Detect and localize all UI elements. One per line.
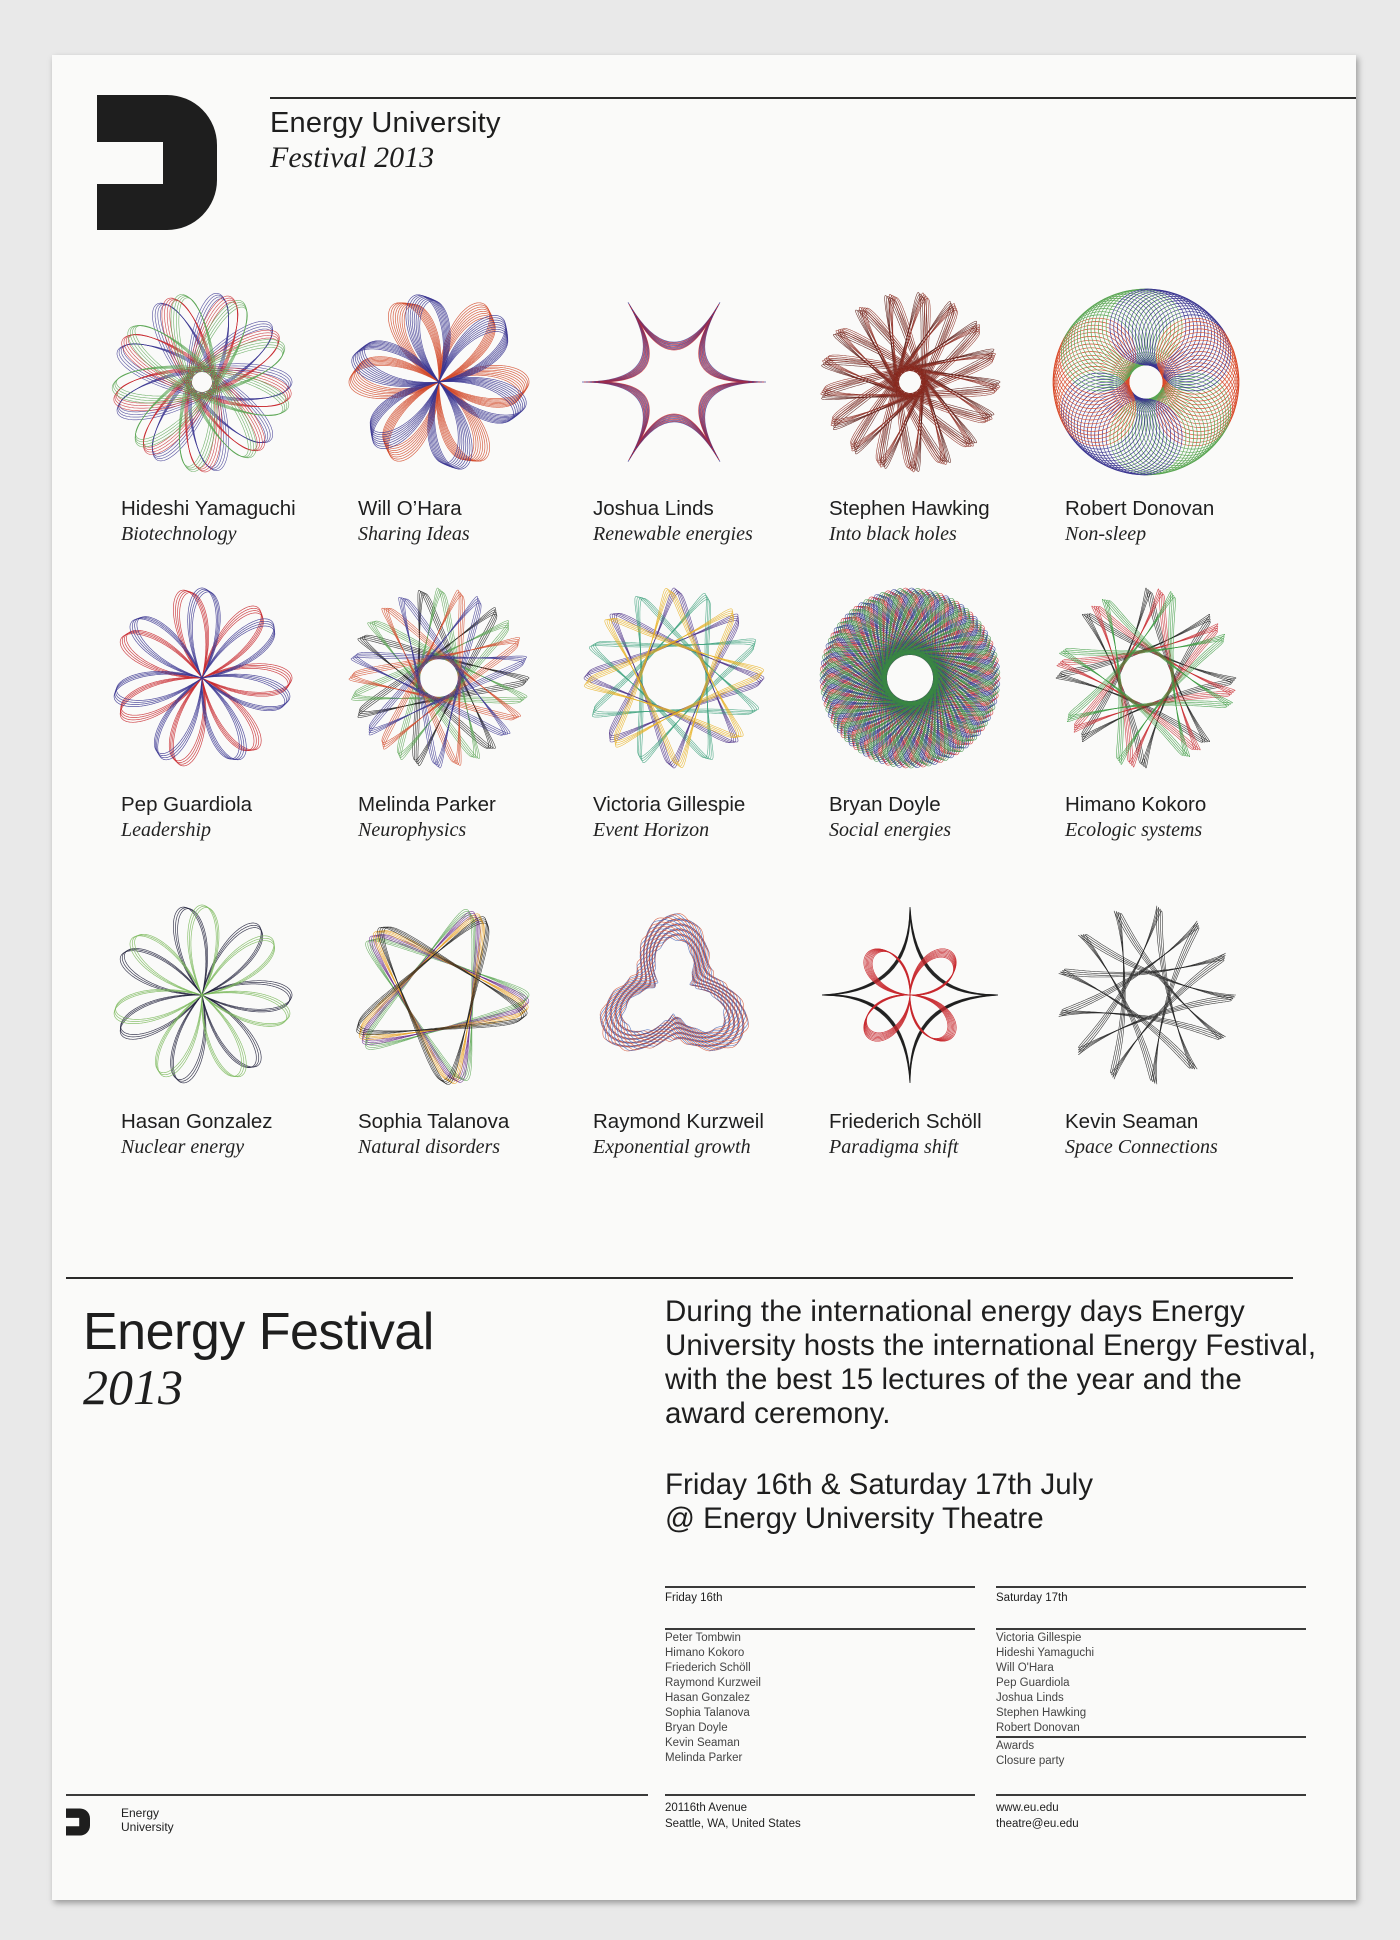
spirograph-icon: [1051, 583, 1241, 773]
festival-description: During the international energy days Energy University hosts the international Energy Festival, with the best 15 lectures of the year and the award ceremony.: [665, 1295, 1317, 1430]
schedule-item: Himano Kokoro: [665, 1647, 745, 1659]
festival-year: 2013: [83, 1359, 183, 1415]
lecturer-name: Victoria Gillespie: [593, 793, 746, 816]
lecture-card: [815, 287, 1035, 546]
spirograph-icon: [344, 287, 534, 477]
lecture-topic: Neurophysics: [358, 819, 467, 841]
header-rule: [270, 97, 1356, 99]
lecturer-name: Bryan Doyle: [829, 793, 941, 816]
lecture-topic: Renewable energies: [593, 523, 753, 545]
footer-address: [665, 1800, 801, 1832]
festival-dates: Friday 16th & Saturday 17th July: [665, 1468, 1093, 1501]
footer-rule-right: [996, 1794, 1306, 1796]
energy-university-logo-icon: [97, 95, 217, 230]
spirograph-icon: [107, 287, 297, 477]
schedule-item: Pep Guardiola: [996, 1677, 1070, 1689]
lecture-topic: Exponential growth: [593, 1136, 751, 1158]
schedule-item: Awards: [996, 1740, 1035, 1752]
schedule-item: Joshua Linds: [996, 1692, 1064, 1704]
schedule-item: Hasan Gonzalez: [665, 1692, 751, 1704]
lecturer-name: Stephen Hawking: [829, 497, 990, 520]
schedule-item: Will O'Hara: [996, 1662, 1054, 1674]
lecture-card: [815, 583, 1035, 842]
schedule-item: Victoria Gillespie: [996, 1632, 1082, 1644]
lecture-topic: Social energies: [829, 819, 952, 841]
lecture-card: [344, 900, 564, 1159]
saturday-rule-top: [996, 1586, 1306, 1588]
lecture-card: [1051, 583, 1271, 842]
lecture-card: [579, 583, 799, 842]
lecturer-name: Will O’Hara: [358, 497, 462, 520]
lecture-card: [344, 287, 564, 546]
saturday-label: Saturday 17th: [996, 1592, 1068, 1604]
spirograph-icon: [107, 900, 297, 1090]
schedule-item: Closure party: [996, 1755, 1065, 1767]
saturday-rule-mid: [996, 1628, 1306, 1630]
friday-label: Friday 16th: [665, 1592, 723, 1604]
lecturer-name: Melinda Parker: [358, 793, 496, 816]
lecture-topic: Event Horizon: [593, 819, 710, 841]
lecturer-name: Pep Guardiola: [121, 793, 253, 816]
lecturer-name: Joshua Linds: [593, 497, 714, 520]
saturday-speaker-list: [996, 1631, 1094, 1736]
lecture-card: [107, 900, 327, 1159]
address-line1: 20116th Avenue: [665, 1802, 748, 1814]
lecturer-name: Hasan Gonzalez: [121, 1110, 273, 1133]
description-rule: [665, 1277, 1293, 1279]
schedule-item: Stephen Hawking: [996, 1707, 1087, 1719]
lecture-topic: Space Connections: [1065, 1136, 1218, 1158]
lecture-topic: Paradigma shift: [829, 1136, 959, 1158]
lecture-topic: Biotechnology: [121, 523, 237, 545]
footer-contact: [996, 1800, 1079, 1832]
festival-rule: [66, 1277, 692, 1279]
spirograph-icon: [579, 583, 769, 773]
spirograph-icon: [579, 900, 769, 1090]
lecturer-name: Hideshi Yamaguchi: [121, 497, 296, 520]
footer-logo-line1: Energy: [121, 1806, 160, 1820]
lecture-card: [579, 900, 799, 1159]
saturday-extras-list: [996, 1739, 1064, 1769]
festival-title: Energy Festival: [83, 1303, 434, 1361]
header-title: Energy University: [270, 107, 501, 139]
schedule-item: Bryan Doyle: [665, 1722, 728, 1734]
footer-rule-mid: [665, 1794, 975, 1796]
lecture-card: [579, 287, 799, 546]
lecturer-name: Sophia Talanova: [358, 1110, 510, 1133]
lecturer-name: Robert Donovan: [1065, 497, 1215, 520]
lecture-topic: Sharing Ideas: [358, 523, 470, 545]
schedule-item: Hideshi Yamaguchi: [996, 1647, 1095, 1659]
festival-when: [665, 1468, 1325, 1536]
lecture-card: [1051, 287, 1271, 546]
address-line2: Seattle, WA, United States: [665, 1818, 801, 1830]
schedule-item: Kevin Seaman: [665, 1737, 740, 1749]
lecture-topic: Nuclear energy: [121, 1136, 245, 1158]
footer-logo-text: [121, 1806, 174, 1834]
lecture-topic: Ecologic systems: [1065, 819, 1203, 841]
spirograph-icon: [1051, 287, 1241, 477]
header-subtitle: Festival 2013: [270, 141, 435, 174]
spirograph-icon: [107, 583, 297, 773]
email-link[interactable]: theatre@eu.edu: [996, 1818, 1079, 1830]
schedule-item: Friederich Schöll: [665, 1662, 751, 1674]
schedule-item: Melinda Parker: [665, 1752, 743, 1764]
spirograph-icon: [815, 287, 1005, 477]
friday-rule-top: [665, 1586, 975, 1588]
friday-speaker-list: [665, 1631, 761, 1766]
lecture-card: [107, 583, 327, 842]
spirograph-icon: [815, 900, 1005, 1090]
lecture-card: [344, 583, 564, 842]
lecture-topic: Leadership: [121, 819, 211, 841]
friday-rule-mid: [665, 1628, 975, 1630]
footer-logo-line2: University: [121, 1820, 174, 1834]
poster: [52, 55, 1356, 1900]
lecturer-name: Himano Kokoro: [1065, 793, 1207, 816]
spirograph-icon: [344, 583, 534, 773]
lecturer-name: Kevin Seaman: [1065, 1110, 1199, 1133]
spirograph-icon: [579, 287, 769, 477]
schedule-item: Peter Tombwin: [665, 1632, 741, 1644]
lecturer-name: Raymond Kurzweil: [593, 1110, 764, 1133]
lecture-topic: Non-sleep: [1065, 523, 1147, 545]
lecture-topic: Natural disorders: [358, 1136, 501, 1158]
spirograph-icon: [815, 583, 1005, 773]
footer-rule-left: [66, 1794, 648, 1796]
schedule-item: Raymond Kurzweil: [665, 1677, 761, 1689]
lecture-card: [815, 900, 1035, 1159]
spirograph-icon: [344, 900, 534, 1090]
saturday-rule-extras: [996, 1736, 1306, 1738]
spirograph-icon: [1051, 900, 1241, 1090]
festival-venue: @ Energy University Theatre: [665, 1502, 1044, 1535]
website-link[interactable]: www.eu.edu: [996, 1802, 1059, 1814]
schedule-item: Sophia Talanova: [665, 1707, 750, 1719]
lecture-card: [1051, 900, 1271, 1159]
schedule-item: Robert Donovan: [996, 1722, 1080, 1734]
lecture-topic: Into black holes: [829, 523, 957, 545]
lecture-card: [107, 287, 327, 546]
lecturer-name: Friederich Schöll: [829, 1110, 982, 1133]
small-logo-icon: [66, 1807, 90, 1837]
